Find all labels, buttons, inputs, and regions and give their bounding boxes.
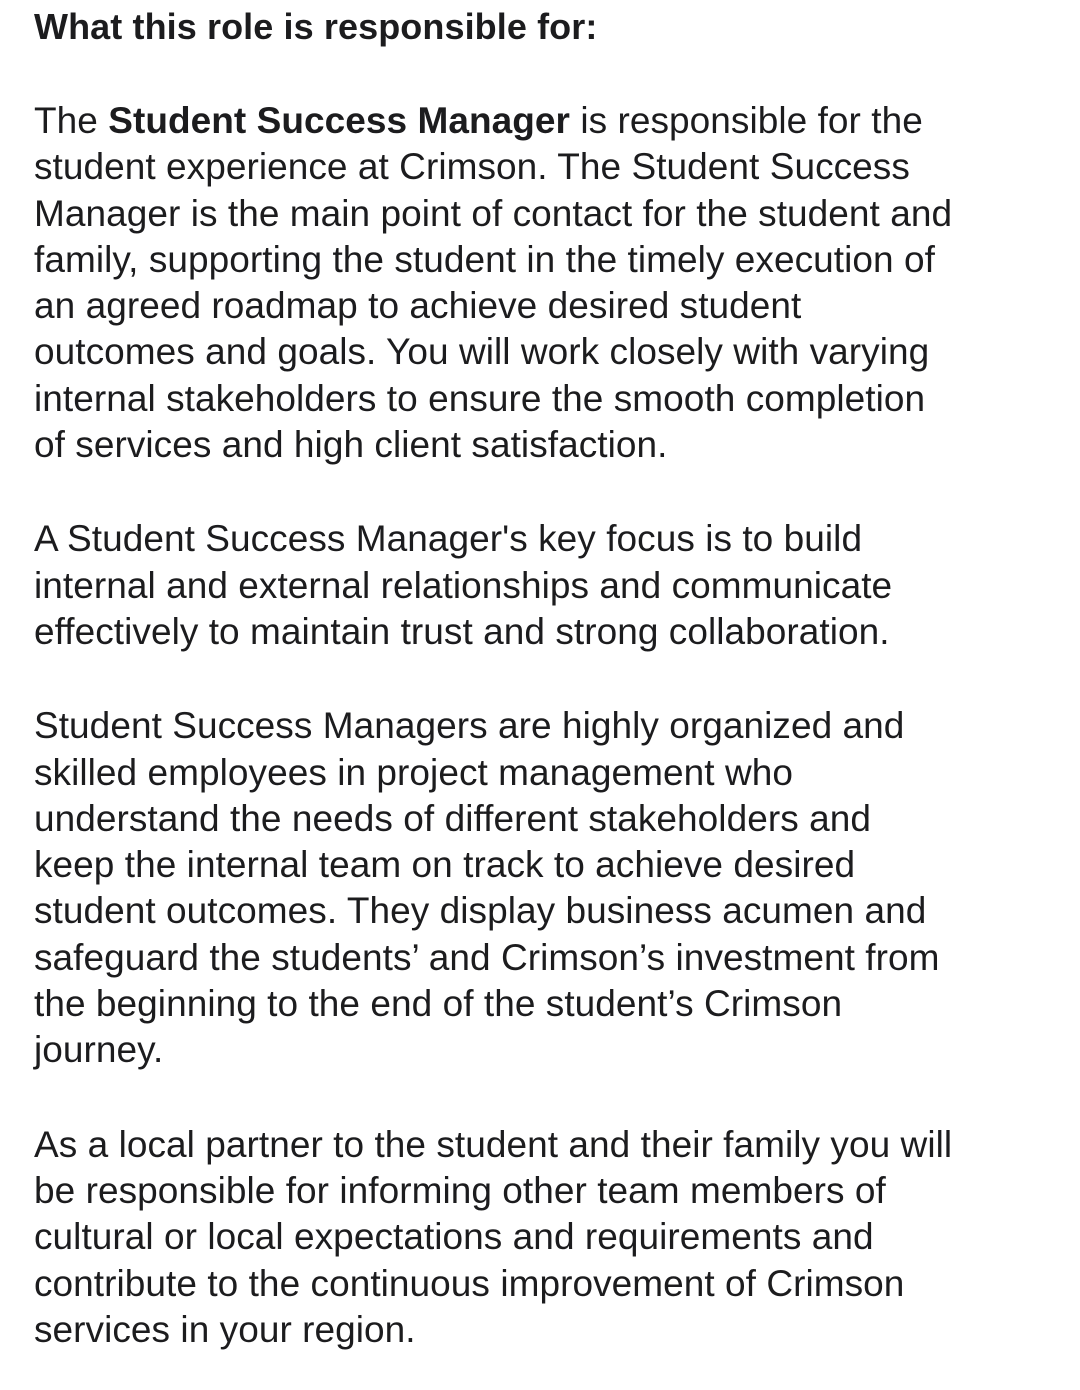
paragraph-local-partner-line: be responsible for informing other team members of bbox=[34, 1169, 886, 1211]
paragraph-skills-line: student outcomes. They display business acumen and bbox=[34, 890, 927, 932]
paragraph-key-focus-line: internal and external relationships and communicate bbox=[34, 564, 893, 606]
paragraph-skills-line: keep the internal team on track to achieve desired bbox=[34, 844, 856, 886]
paragraph-intro bbox=[34, 98, 1064, 468]
paragraph-intro-line: of services and high client satisfaction. bbox=[34, 424, 668, 466]
paragraph-skills-line: safeguard the students’ and Crimson’s investment from bbox=[34, 936, 940, 978]
paragraph-intro-line: an agreed roadmap to achieve desired student bbox=[34, 285, 802, 327]
paragraph-local-partner-line: contribute to the continuous improvement of Crimson bbox=[34, 1262, 905, 1304]
paragraph-local-partner bbox=[34, 1122, 1064, 1353]
paragraph-intro-line: Manager is the main point of contact for the student and bbox=[34, 192, 953, 234]
paragraph-key-focus bbox=[34, 516, 1064, 655]
paragraph-local-partner-line: services in your region. bbox=[34, 1308, 416, 1350]
paragraph-intro-line: family, supporting the student in the timely execution of bbox=[34, 238, 935, 280]
document bbox=[34, 0, 1064, 1353]
paragraph-local-partner-line: cultural or local expectations and requirements and bbox=[34, 1216, 874, 1258]
intro-text-pre: The bbox=[34, 100, 109, 141]
paragraph-skills-line: Student Success Managers are highly organized and bbox=[34, 705, 905, 747]
section-heading: What this role is responsible for: bbox=[34, 6, 598, 47]
paragraph-skills-line: understand the needs of different stakeholders and bbox=[34, 797, 871, 839]
paragraph-skills bbox=[34, 703, 1064, 1073]
role-title-bold: Student Success Manager bbox=[108, 100, 570, 141]
paragraph-intro-line: student experience at Crimson. The Student Success bbox=[34, 146, 910, 188]
paragraph-local-partner-line: As a local partner to the student and their family you will bbox=[34, 1123, 953, 1165]
paragraph-key-focus-line: effectively to maintain trust and strong collaboration. bbox=[34, 610, 890, 652]
paragraph-skills-line: journey. bbox=[34, 1029, 164, 1071]
paragraph-intro-line-1 bbox=[34, 98, 1064, 144]
paragraph-key-focus-line: A Student Success Manager's key focus is to build bbox=[34, 518, 863, 560]
paragraph-intro-line: internal stakeholders to ensure the smooth completion bbox=[34, 377, 926, 419]
intro-text-post: is responsible for the bbox=[570, 100, 923, 141]
paragraph-skills-line: the beginning to the end of the student’s Crimson bbox=[34, 983, 843, 1025]
paragraph-skills-line: skilled employees in project management who bbox=[34, 751, 793, 793]
paragraph-intro-line: outcomes and goals. You will work closely with varying bbox=[34, 331, 930, 373]
